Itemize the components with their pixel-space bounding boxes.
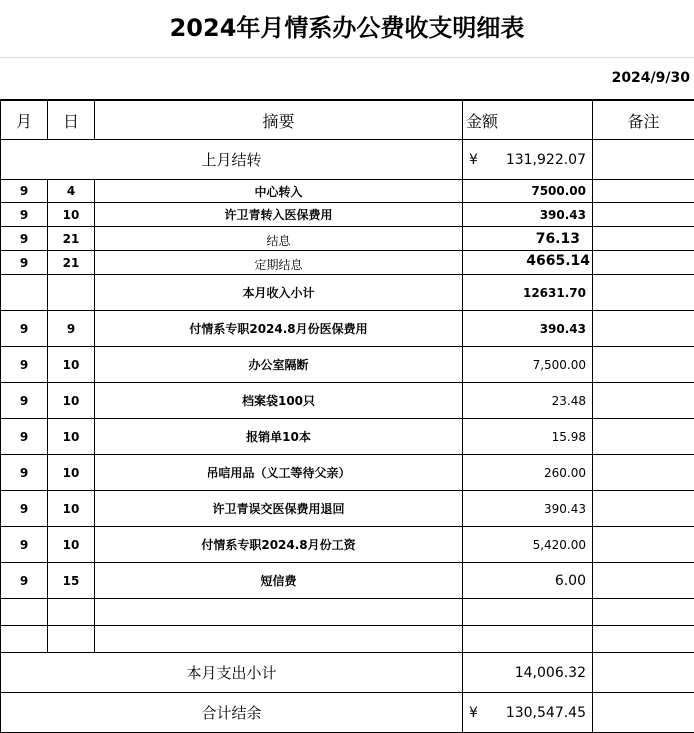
table-row	[1, 563, 694, 599]
amount-cell: 390.43	[463, 203, 593, 227]
header-day: 日	[48, 101, 95, 140]
note-cell	[593, 140, 694, 180]
note-cell	[593, 626, 694, 653]
day-cell: 10	[48, 419, 95, 455]
note-cell	[593, 491, 694, 527]
month-cell: 9	[1, 203, 48, 227]
day-cell: 4	[48, 180, 95, 203]
month-cell: 9	[1, 251, 48, 275]
note-cell	[593, 599, 694, 626]
day-cell: 10	[48, 527, 95, 563]
day-cell	[48, 599, 95, 626]
amount-cell	[463, 626, 593, 653]
day-cell: 9	[48, 311, 95, 347]
empty-row	[1, 599, 694, 626]
amount-cell: 6.00	[463, 563, 593, 599]
note-cell	[593, 227, 694, 251]
amount-cell: 7,500.00	[463, 347, 593, 383]
month-cell: 9	[1, 347, 48, 383]
header-row	[1, 101, 694, 140]
month-cell: 9	[1, 491, 48, 527]
amount-cell: 4665.14	[463, 251, 593, 275]
table-row	[1, 455, 694, 491]
note-cell	[593, 527, 694, 563]
note-cell	[593, 653, 694, 693]
summary-cell: 短信费	[95, 563, 463, 599]
note-cell	[593, 275, 694, 311]
note-cell	[593, 203, 694, 227]
expense-subtotal-amount: 14,006.32	[463, 653, 593, 693]
day-cell: 10	[48, 203, 95, 227]
amount-cell: 390.43	[463, 311, 593, 347]
summary-cell: 付情系专职2024.8月份医保费用	[95, 311, 463, 347]
income-subtotal-amount: 12631.70	[463, 275, 593, 311]
day-cell	[48, 275, 95, 311]
total-balance-row	[1, 693, 694, 733]
table-row	[1, 527, 694, 563]
amount-cell: 5,420.00	[463, 527, 593, 563]
note-cell	[593, 419, 694, 455]
summary-cell: 报销单10本	[95, 419, 463, 455]
note-cell	[593, 251, 694, 275]
note-cell	[593, 347, 694, 383]
note-cell	[593, 455, 694, 491]
summary-cell: 中心转入	[95, 180, 463, 203]
month-cell	[1, 626, 48, 653]
table-row	[1, 203, 694, 227]
amount-cell	[463, 599, 593, 626]
carry-forward-row	[1, 140, 694, 180]
table-row	[1, 311, 694, 347]
header-month: 月	[1, 101, 48, 140]
month-cell: 9	[1, 383, 48, 419]
summary-cell: 档案袋100只	[95, 383, 463, 419]
note-cell	[593, 693, 694, 733]
day-cell: 10	[48, 383, 95, 419]
day-cell: 10	[48, 491, 95, 527]
header-summary: 摘要	[95, 101, 463, 140]
summary-cell	[95, 626, 463, 653]
summary-cell: 结息	[95, 227, 463, 251]
income-subtotal-row	[1, 275, 694, 311]
summary-cell	[95, 599, 463, 626]
amount-cell: 7500.00	[463, 180, 593, 203]
header-amount: 金额	[463, 101, 593, 140]
day-cell: 10	[48, 455, 95, 491]
table-row	[1, 419, 694, 455]
day-cell: 15	[48, 563, 95, 599]
month-cell: 9	[1, 311, 48, 347]
amount-cell: 76.13	[463, 227, 593, 251]
ledger-table	[0, 100, 694, 733]
total-balance-amount-cell	[463, 693, 593, 733]
month-cell	[1, 275, 48, 311]
summary-cell: 吊唁用品（义工等待父亲）	[95, 455, 463, 491]
note-cell	[593, 383, 694, 419]
summary-cell: 办公室隔断	[95, 347, 463, 383]
report-date: 2024/9/30	[0, 58, 694, 100]
table-row	[1, 180, 694, 203]
month-cell: 9	[1, 227, 48, 251]
income-subtotal-label: 本月收入小计	[95, 275, 463, 311]
month-cell: 9	[1, 563, 48, 599]
table-row	[1, 347, 694, 383]
sheet-title: 2024年月情系办公费收支明细表	[0, 0, 694, 58]
empty-row	[1, 626, 694, 653]
summary-cell: 付情系专职2024.8月份工资	[95, 527, 463, 563]
note-cell	[593, 311, 694, 347]
table-row	[1, 383, 694, 419]
summary-cell: 许卫青转入医保费用	[95, 203, 463, 227]
total-balance-label: 合计结余	[1, 693, 463, 733]
note-cell	[593, 563, 694, 599]
expense-subtotal-row	[1, 653, 694, 693]
currency-symbol: ¥	[469, 151, 478, 168]
month-cell	[1, 599, 48, 626]
currency-symbol: ¥	[469, 704, 478, 721]
total-balance-amount: 130,547.45	[505, 704, 586, 721]
carry-forward-amount: 131,922.07	[505, 151, 586, 168]
month-cell: 9	[1, 455, 48, 491]
note-cell	[593, 180, 694, 203]
month-cell: 9	[1, 180, 48, 203]
table-row	[1, 227, 694, 251]
amount-cell: 15.98	[463, 419, 593, 455]
table-row	[1, 251, 694, 275]
carry-forward-amount-cell	[463, 140, 593, 180]
table-row	[1, 491, 694, 527]
day-cell: 21	[48, 251, 95, 275]
header-note: 备注	[593, 101, 694, 140]
summary-cell: 定期结息	[95, 251, 463, 275]
summary-cell: 许卫青误交医保费用退回	[95, 491, 463, 527]
month-cell: 9	[1, 527, 48, 563]
amount-cell: 390.43	[463, 491, 593, 527]
day-cell: 10	[48, 347, 95, 383]
expense-subtotal-label: 本月支出小计	[1, 653, 463, 693]
month-cell: 9	[1, 419, 48, 455]
amount-cell: 23.48	[463, 383, 593, 419]
amount-cell: 260.00	[463, 455, 593, 491]
day-cell	[48, 626, 95, 653]
day-cell: 21	[48, 227, 95, 251]
carry-forward-label: 上月结转	[1, 140, 463, 180]
